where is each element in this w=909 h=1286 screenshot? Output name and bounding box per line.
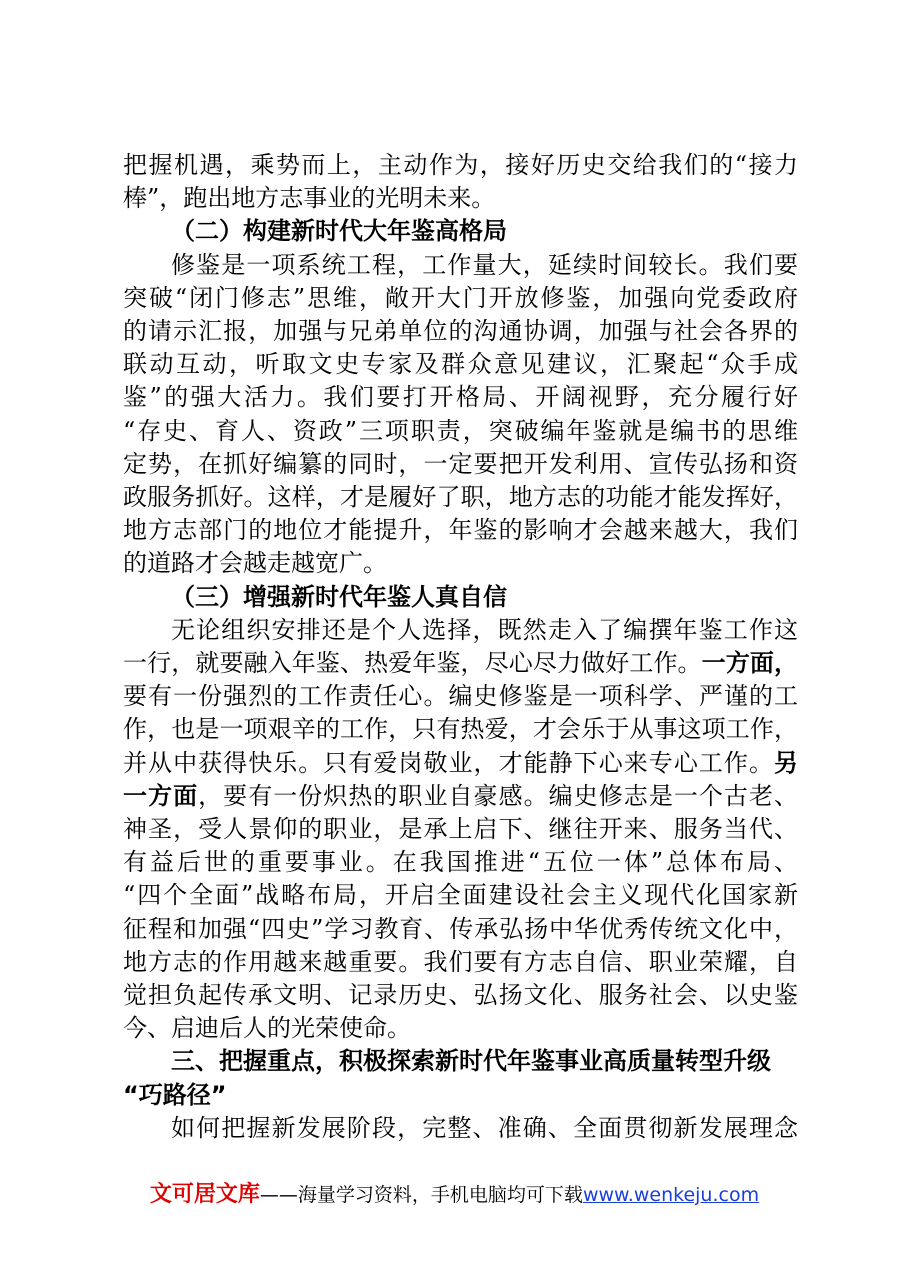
paragraph-line: 联动互动，听取文史专家及群众意见建议，汇聚起“众手成: [123, 350, 798, 379]
paragraph-line: 把握机遇，乘势而上，主动作为，接好历史交给我们的“接力: [123, 151, 798, 179]
paragraph-line: 突破“闭门修志”思维，敞开大门开放修鉴，加强向党委政府: [123, 283, 798, 312]
paragraph-line: [123, 747, 798, 780]
paragraph-line: 政服务抓好。这样，才是履好了职，地方志的功能才能发挥好，: [123, 483, 798, 511]
paragraph-line: 征程和加强“四史”学习教育、传承弘扬中华优秀传统文化中，: [123, 914, 798, 943]
section-heading: 三、把握重点，积极探索新时代年鉴事业高质量转型升级: [171, 1047, 771, 1076]
footer-tagline: ——海量学习资料，手机电脑均可下载: [259, 1184, 583, 1206]
section-heading: “巧路径”: [123, 1080, 227, 1109]
line-text: 并从中获得快乐。只有爱岗敬业，才能静下心来专心工作。: [123, 748, 774, 777]
paragraph-line: 觉担负起传承文明、记录历史、弘扬文化、服务社会、以史鉴: [123, 981, 798, 1009]
paragraph-line: 修鉴是一项系统工程，工作量大，延续时间较长。我们要: [171, 250, 798, 279]
paragraph-line: 鉴”的强大活力。我们要打开格局、开阔视野，充分履行好: [123, 383, 798, 412]
paragraph-line: 定势，在抓好编纂的同时，一定要把开发利用、宣传弘扬和资: [123, 449, 798, 478]
paragraph-line: 有益后世的重要事业。在我国推进“五位一体”总体布局、: [123, 848, 798, 877]
emphasis-text: 一方面: [123, 781, 199, 810]
footer-banner: [0, 1180, 909, 1210]
paragraph-line: 地方志部门的地位才能提升，年鉴的影响才会越来越大，我们: [123, 516, 798, 545]
paragraph-line: 棒”，跑出地方志事业的光明未来。: [123, 184, 496, 213]
section-heading: （二）构建新时代大年鉴高格局: [171, 217, 507, 246]
paragraph-line: 地方志的作用越来越重要。我们要有方志自信、职业荣耀，自: [123, 947, 798, 976]
paragraph-line: 作，也是一项艰辛的工作，只有热爱，才会乐于从事这项工作，: [123, 715, 798, 744]
line-text: ，要有一份炽热的职业自豪感。编史修志是一个古老、: [198, 781, 798, 810]
emphasis-text: 另: [774, 748, 798, 777]
paragraph-line: [123, 780, 798, 813]
paragraph-line: 要有一份强烈的工作责任心。编史修鉴是一项科学、严谨的工: [123, 682, 798, 711]
paragraph-line: 的请示汇报，加强与兄弟单位的沟通协调，加强与社会各界的: [123, 317, 798, 345]
footer-url-link[interactable]: www.wenkeju.com: [582, 1184, 760, 1206]
section-heading: （三）增强新时代年鉴人真自信: [171, 582, 507, 611]
emphasis-text: 一方面，: [701, 649, 798, 677]
paragraph-line: 的道路才会越走越宽广。: [123, 549, 387, 578]
paragraph-line: 神圣，受人景仰的职业，是承上启下、继往开来、服务当代、: [123, 815, 798, 843]
paragraph-line: 如何把握新发展阶段，完整、准确、全面贯彻新发展理念: [171, 1113, 798, 1142]
paragraph-line: 无论组织安排还是个人选择，既然走入了编撰年鉴工作这: [171, 615, 798, 644]
paragraph-line: “四个全面”战略布局，开启全面建设社会主义现代化国家新: [123, 881, 798, 910]
paragraph-line: “存史、育人、资政”三项职责，突破编年鉴就是编书的思维: [123, 416, 798, 445]
paragraph-line: 今、启迪后人的光荣使命。: [123, 1014, 411, 1043]
line-text: 一行，就要融入年鉴、热爱年鉴，尽心尽力做好工作。: [123, 649, 702, 677]
footer-brand[interactable]: 文可居文库: [149, 1182, 260, 1207]
paragraph-line: [123, 647, 798, 680]
